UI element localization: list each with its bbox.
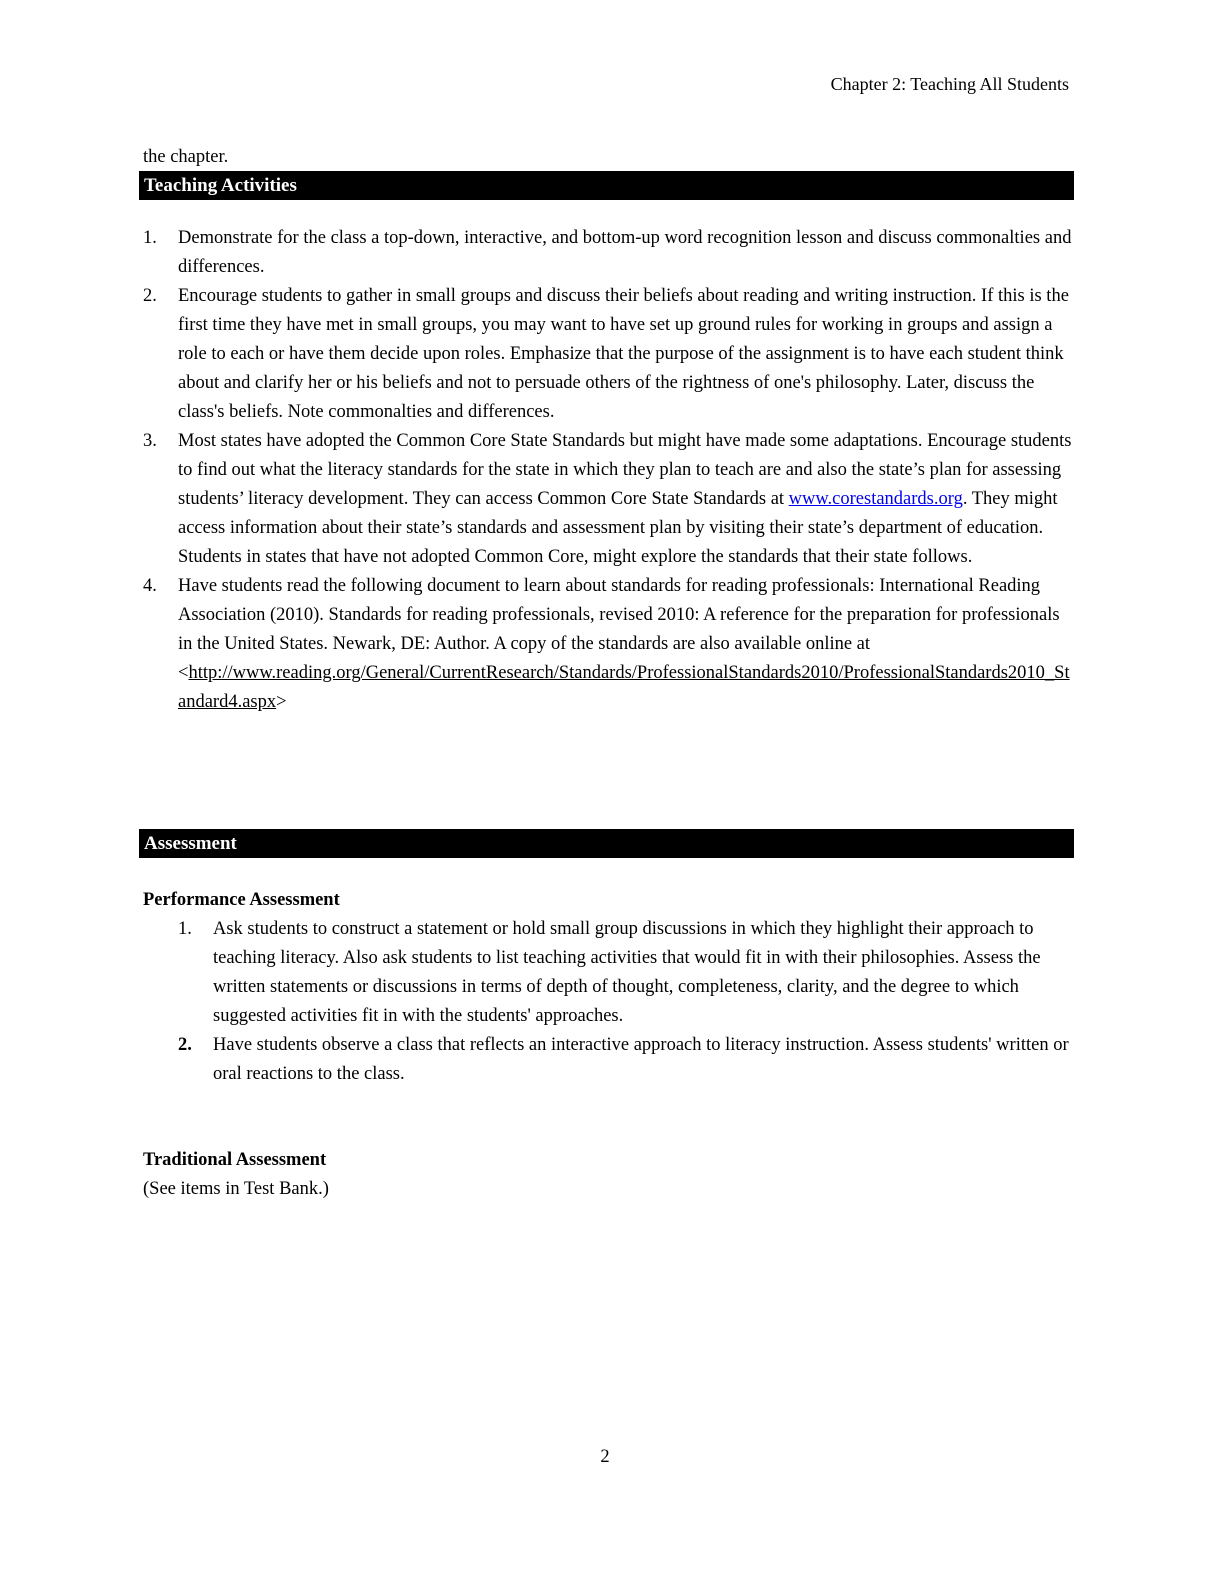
list-item [143, 282, 1073, 427]
item-number: 3. [143, 431, 157, 451]
running-header: Chapter 2: Teaching All Students [830, 74, 1069, 94]
item-text: Encourage students to gather in small groups and discuss their beliefs about reading and writing instruction. If this is the first time they have met in small groups, you may want to have set up ground rules for working in groups and assign a role to each or have them decide upon roles. Emphasize that the purpose of the assignment is to have each student think about and clarify her or his beliefs and not to persuade others of the rightness of one's philosophy. Later, discuss the class's beliefs. Note commonalties and differences. [178, 286, 1069, 422]
reading-org-link[interactable]: http://www.reading.org/General/CurrentResearch/Standards/ProfessionalStandards2010/ProfessionalStandards2010_Standard4.aspx [178, 663, 1070, 712]
item-text: Have students observe a class that reflects an interactive approach to literacy instruction. Assess students' written or oral reactions to the class. [213, 1035, 1069, 1084]
item-text: Have students read the following document to learn about standards for reading professionals: International Reading Association (2010). Standards for reading professionals, revised 2010: A reference for the preparation for professionals in the United States. Newark, DE: Author. A copy of the standards are also available online at [178, 576, 1060, 654]
section-heading-assessment: Assessment [139, 829, 1074, 858]
item-text: Most states have adopted the Common Core State Standards but might have made some adaptations. Encourage students to find out what the literacy standards for the state in which they plan to teach are and also the state’s plan for assessing students’ literacy development. They can access Common Core State Standards at [178, 431, 1072, 509]
item-number: 4. [143, 576, 157, 596]
carry-over-text: the chapter. [143, 147, 229, 167]
page-number: 2 [600, 1447, 610, 1467]
list-item [178, 915, 1073, 1031]
list-item [143, 427, 1073, 572]
traditional-assessment-heading: Traditional Assessment [143, 1150, 327, 1170]
list-item [143, 224, 1073, 282]
item-number: 2. [143, 286, 157, 306]
list-item [178, 1031, 1073, 1089]
reading-org-url-line [178, 659, 1073, 717]
item-text: Ask students to construct a statement or hold small group discussions in which they highlight their approach to teaching literacy. Also ask students to list teaching activities that would fit in with their philosophies. Assess the written statements or discussions in terms of depth of thought, completeness, clarity, and the degree to which suggested activities fit in with the students' approaches. [213, 919, 1041, 1026]
item-number: 1. [143, 228, 157, 248]
list-item [143, 572, 1073, 717]
corestandards-link[interactable]: www.corestandards.org [788, 489, 963, 509]
item-text: . They might access information about their state’s standards and assessment plan by visiting their state’s department of education. Students in states that have not adopted Common Core, might explore the standards that their state follows. [178, 489, 1058, 567]
url-close-bracket: > [276, 692, 287, 712]
traditional-assessment-text: (See items in Test Bank.) [143, 1179, 329, 1199]
performance-assessment-heading: Performance Assessment [143, 890, 340, 910]
item-number: 2. [178, 1035, 192, 1055]
item-text: Demonstrate for the class a top-down, interactive, and bottom-up word recognition lesson and discuss commonalties and differences. [178, 228, 1072, 277]
teaching-activities-list [143, 224, 1073, 717]
url-open-bracket: < [178, 663, 189, 683]
item-number: 1. [178, 919, 192, 939]
performance-assessment-list [178, 915, 1073, 1089]
section-heading-teaching-activities: Teaching Activities [139, 171, 1074, 200]
